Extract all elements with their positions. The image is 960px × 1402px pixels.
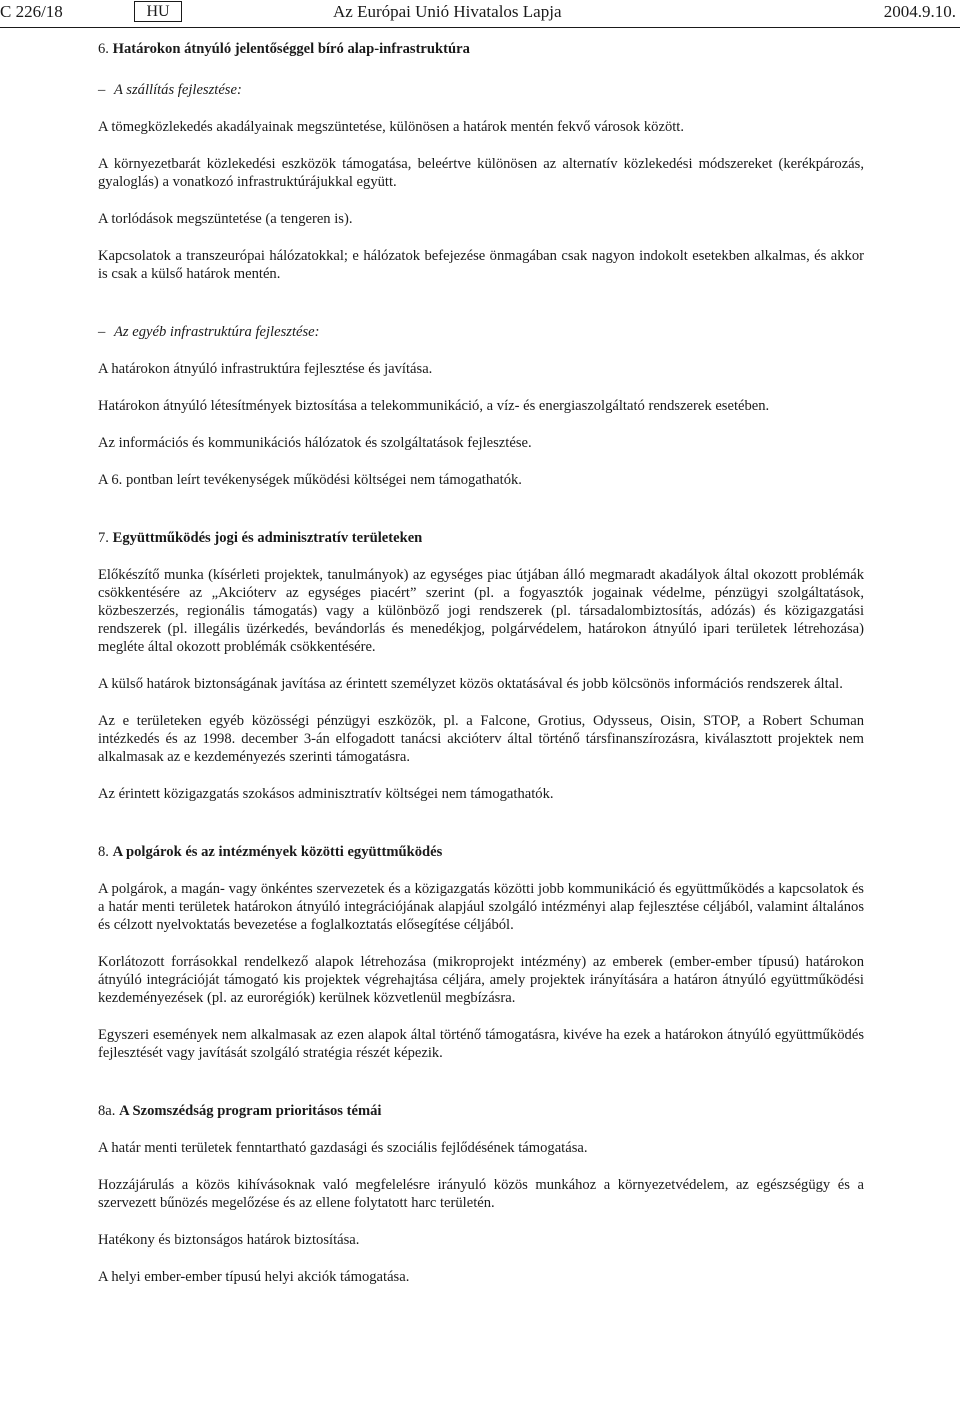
- paragraph: Kapcsolatok a transzeurópai hálózatokkal; e hálózatok befejezése önmagában csak nagyon indokolt esetekben alkalmas, és akkor is csak a külső határok mentén.: [98, 248, 864, 282]
- subheading-text: Az egyéb infrastruktúra fejlesztése:: [114, 324, 320, 340]
- section-8a-heading: [98, 1102, 864, 1120]
- section-title: A polgárok és az intézmények közötti együttműködés: [112, 844, 443, 860]
- paragraph: Egyszeri események nem alkalmasak az ezen alapok által történő támogatásra, kivéve ha ezek a határokon átnyúló együttműködés fejlesztését vagy javítását szolgáló stratégia részét képezik.: [98, 1027, 864, 1061]
- dash: –: [98, 82, 106, 98]
- section-title: Határokon átnyúló jelentőséggel bíró alap-infrastruktúra: [112, 41, 470, 57]
- journal-title: Az Európai Unió Hivatalos Lapja: [333, 2, 562, 21]
- paragraph: Az információs és kommunikációs hálózatok és szolgáltatások fejlesztése.: [98, 435, 532, 451]
- paragraph: A 6. pontban leírt tevékenységek működési költségei nem támogathatók.: [98, 472, 522, 488]
- section-6-heading: [98, 40, 864, 58]
- publication-date: 2004.9.10.: [883, 2, 956, 21]
- paragraph: A torlódások megszüntetése (a tengeren is).: [98, 211, 353, 227]
- section-7-heading: [98, 529, 864, 547]
- paragraph: A polgárok, a magán- vagy önkéntes szervezetek és a közigazgatás közötti jobb kommunikáció és együttműködés a kapcsolatok és a határ menti területek határokon átnyúló integrációjának alapjául szolgáló intézményi alap fejlesztése céljából, valamint általános és célzott nyelvoktatás bevezetése a foglalkoztatás elősegítése céljából.: [98, 881, 864, 933]
- section-number: 6.: [98, 41, 109, 57]
- paragraph: Hatékony és biztonságos határok biztosítása.: [98, 1232, 360, 1248]
- section-8-heading: [98, 843, 864, 861]
- paragraph: Előkészítő munka (kísérleti projektek, tanulmányok) az egységes piac útjában álló megmaradt akadályok által okozott problémák csökkentésére az „Akcióterv az egységes piacért” szerint (pl. a fogyasztók jogainak védelme, pénzügyi szolgáltatások, közbeszerzés, regionális támogatás) vagy a különböző jogi rendszerek (pl. társadalombiztosítás, adózás) és közigazgatási rendszerek (pl. illegális üzérkedés, bevándorlás és menedékjog, polgárvédelem, határokon átnyúló ipari területek létrehozása) megléte által okozott problémák csökkentésére.: [98, 567, 864, 655]
- paragraph: Az e területeken egyéb közösségi pénzügyi eszközök, pl. a Falcone, Grotius, Odysseus, Oisin, STOP, a Robert Schuman intézkedés és az 1998. december 3-án elfogadott tanácsi akcióterv által történő társfinanszírozásra, kiválasztott projektek nem alkalmasak az e kezdeményezés szerinti támogatásra.: [98, 713, 864, 765]
- paragraph: Korlátozott forrásokkal rendelkező alapok létrehozása (mikroprojekt intézmény) az emberek (ember-ember típusú) határokon átnyúló integrációját támogató kis projektek végrehajtása céljára, amely projektek irányítására a határon átnyúló együttműködési kezdeményezések (pl. az eurorégiók) kerülnek közvetlenül megbízásra.: [98, 954, 864, 1006]
- paragraph: A környezetbarát közlekedési eszközök támogatása, beleértve különösen az alternatív közlekedési módszereket (kerékpározás, gyaloglás) a vonatkozó infrastruktúrájukkal együtt.: [98, 156, 864, 190]
- header-divider: [0, 27, 960, 28]
- language-badge: HU: [134, 1, 182, 22]
- section-number: 7.: [98, 530, 109, 546]
- section-number: 8.: [98, 844, 109, 860]
- section-number: 8a.: [98, 1103, 116, 1119]
- paragraph: A határ menti területek fenntartható gazdasági és szociális fejlődésének támogatása.: [98, 1140, 588, 1156]
- paragraph: A tömegközlekedés akadályainak megszüntetése, különösen a határok mentén fekvő városok között.: [98, 119, 684, 135]
- section-title: Együttműködés jogi és adminisztratív területeken: [112, 530, 423, 546]
- paragraph: A határokon átnyúló infrastruktúra fejlesztése és javítása.: [98, 361, 433, 377]
- journal-reference: C 226/18: [0, 2, 63, 21]
- paragraph: A helyi ember-ember típusú helyi akciók támogatása.: [98, 1269, 410, 1285]
- subheading-other-infrastructure: [98, 323, 864, 341]
- page-header: [0, 0, 960, 26]
- dash: –: [98, 324, 106, 340]
- paragraph: Hozzájárulás a közös kihívásoknak való megfelelésre irányuló közös munkához a környezetvédelem, az egészségügy és a szervezett bűnözés megelőzése és az ellene folytatott harc területén.: [98, 1177, 864, 1211]
- subheading-transport: [98, 81, 864, 99]
- document-body: [98, 40, 864, 1286]
- paragraph: A külső határok biztonságának javítása az érintett személyzet közös oktatásával és jobb kölcsönös információs rendszerek által.: [98, 676, 843, 692]
- paragraph: Az érintett közigazgatás szokásos adminisztratív költségei nem támogathatók.: [98, 786, 554, 802]
- paragraph: Határokon átnyúló létesítmények biztosítása a telekommunikáció, a víz- és energiaszolgáltató rendszerek esetében.: [98, 398, 770, 414]
- section-title: A Szomszédság program prioritásos témái: [119, 1103, 382, 1119]
- subheading-text: A szállítás fejlesztése:: [114, 82, 242, 98]
